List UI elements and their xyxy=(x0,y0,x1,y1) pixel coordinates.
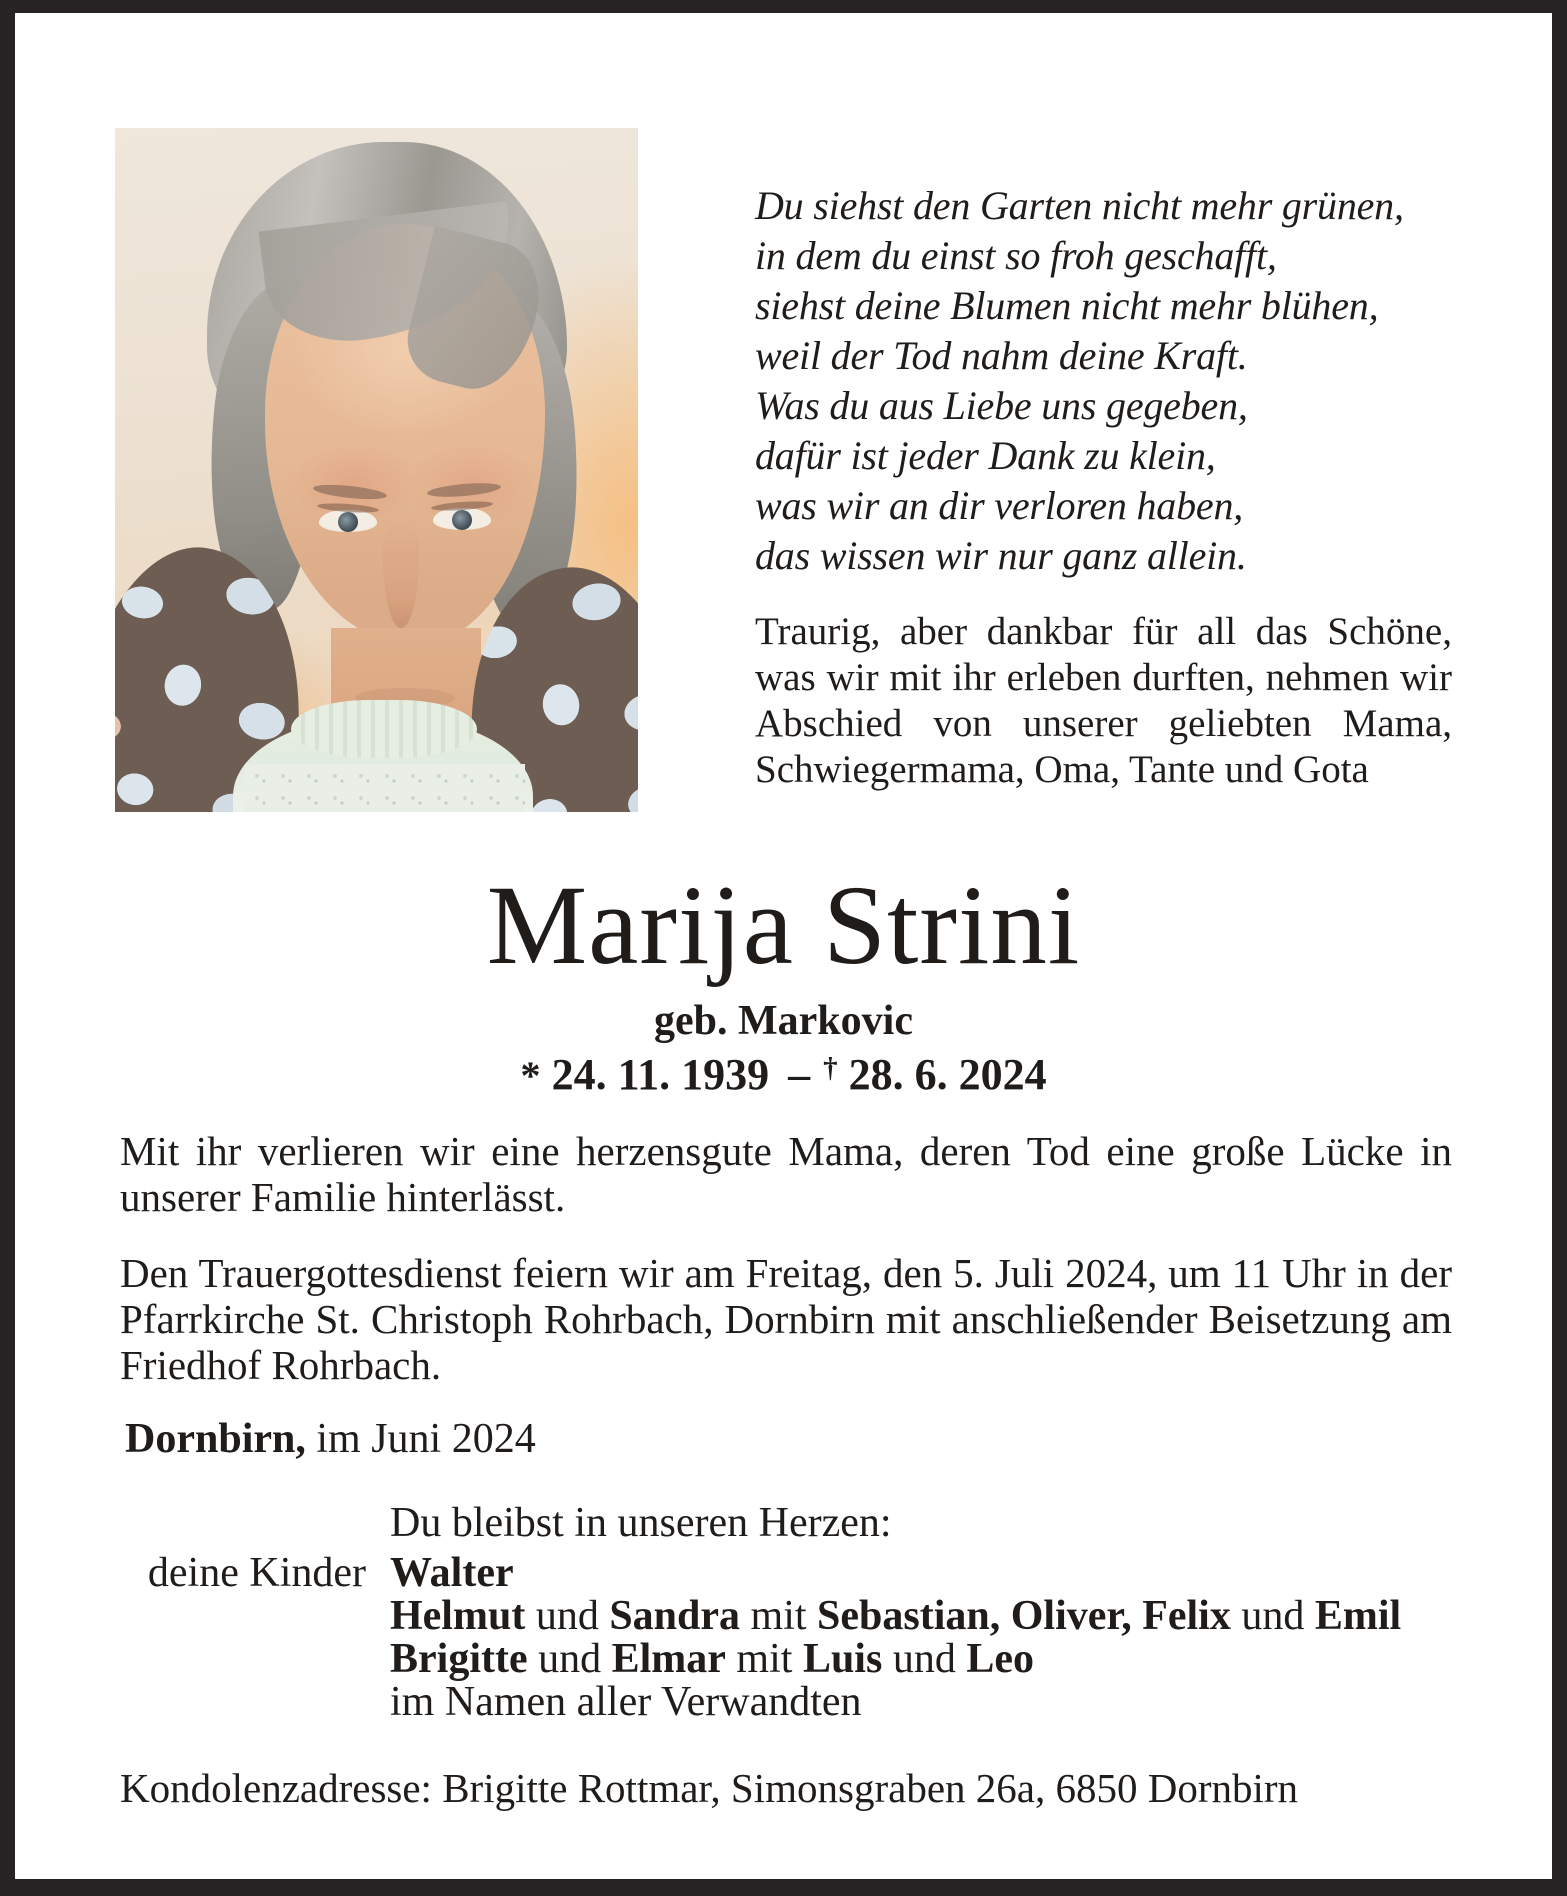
family-list xyxy=(125,1552,1455,1724)
maiden-name: geb. Markovic xyxy=(654,998,913,1045)
family-row xyxy=(125,1595,1455,1638)
deceased-name-block xyxy=(111,865,1456,1100)
name-bold: Leo xyxy=(966,1636,1034,1682)
loss-paragraph: Mit ihr verlieren wir eine herzensgute Mama, deren Tod eine große Lücke in unserer Familie hinterlässt. xyxy=(120,1128,1452,1220)
portrait-photo xyxy=(115,128,638,812)
name-bold: Brigitte xyxy=(390,1636,528,1682)
life-dates xyxy=(111,1049,1456,1100)
deceased-name: Marija Strini xyxy=(486,863,1081,988)
dates-dash: – xyxy=(788,1050,811,1100)
service-paragraph: Den Trauergottesdienst feiern wir am Freitag, den 5. Juli 2024, um 11 Uhr in der Pfarrkirche St. Christoph Rohrbach, Dornbirn mit anschließender Beisetzung am Friedhof Rohrbach. xyxy=(120,1250,1452,1388)
poem-line: siehst deine Blumen nicht mehr blühen, xyxy=(755,283,1379,328)
death-date: 28. 6. 2024 xyxy=(848,1050,1047,1100)
portrait-iris-left xyxy=(338,512,358,532)
birth-date: 24. 11. 1939 xyxy=(551,1050,770,1100)
portrait-collar xyxy=(291,700,477,758)
portrait-lace xyxy=(245,764,525,812)
family-row xyxy=(125,1552,1455,1595)
family-names xyxy=(390,1595,1455,1638)
memorial-poem xyxy=(755,181,1445,581)
poem-line: in dem du einst so froh geschafft, xyxy=(755,233,1277,278)
text-regular: im Juni 2024 xyxy=(305,1416,536,1462)
portrait-eye-left xyxy=(319,510,377,532)
text-regular: und xyxy=(527,1636,612,1682)
text-regular: mit xyxy=(725,1636,803,1682)
poem-line: Was du aus Liebe uns gegeben, xyxy=(755,383,1248,428)
poem-line: das wissen wir nur ganz allein. xyxy=(755,533,1247,578)
portrait-iris-right xyxy=(452,510,472,530)
farewell-heading: Du bleibst in unseren Herzen: xyxy=(390,1500,892,1546)
poem-line: dafür ist jeder Dank zu klein, xyxy=(755,433,1216,478)
text-regular: und xyxy=(882,1636,967,1682)
name-bold: Sandra xyxy=(609,1593,741,1639)
text-regular: im Namen aller Verwandten xyxy=(390,1679,862,1725)
family-names xyxy=(390,1681,1455,1724)
family-relation-label: deine Kinder xyxy=(147,1550,366,1596)
family-row xyxy=(125,1681,1455,1724)
name-bold: Walter xyxy=(390,1550,514,1596)
text-regular: und xyxy=(525,1593,610,1639)
death-cross-symbol: † xyxy=(823,1051,838,1084)
portrait-eye-right xyxy=(433,508,491,530)
birth-star-symbol: * xyxy=(520,1053,541,1099)
poem-line: weil der Tod nahm deine Kraft. xyxy=(755,333,1248,378)
name-bold: Helmut xyxy=(390,1593,526,1639)
text-regular: mit xyxy=(740,1593,818,1639)
name-bold: Sebastian, Oliver, Felix xyxy=(817,1593,1231,1639)
poem-line: was wir an dir verloren haben, xyxy=(755,483,1244,528)
family-names xyxy=(390,1638,1455,1681)
name-bold: Elmar xyxy=(611,1636,726,1682)
family-row xyxy=(125,1638,1455,1681)
place-dateline xyxy=(125,1415,536,1463)
farewell-intro: Traurig, aber dankbar für all das Schöne, was wir mit ihr erleben durften, nehmen wir Abschied von unserer geliebten Mama, Schwiegermama, Oma, Tante und Gota xyxy=(755,610,1452,791)
name-bold: Dornbirn, xyxy=(125,1416,306,1462)
name-bold: Luis xyxy=(802,1636,883,1682)
family-names xyxy=(390,1552,1455,1595)
name-bold: Emil xyxy=(1314,1593,1402,1639)
poem-line: Du siehst den Garten nicht mehr grünen, xyxy=(755,183,1404,228)
text-regular: und xyxy=(1230,1593,1315,1639)
condolence-address: Kondolenzadresse: Brigitte Rottmar, Simonsgraben 26a, 6850 Dornbirn xyxy=(120,1765,1299,1811)
obituary-sheet xyxy=(15,13,1552,1879)
